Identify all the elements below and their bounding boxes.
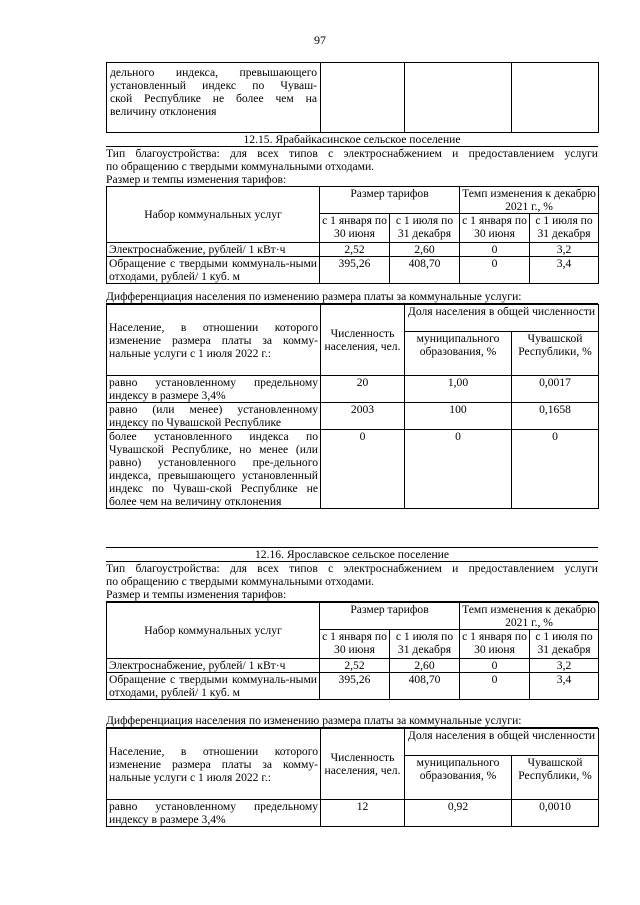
page-number: 97 — [314, 33, 326, 47]
col-services: Набор коммунальных услуг — [107, 187, 320, 243]
period-header: с 1 января по 30 июня — [320, 630, 390, 659]
col-rate: Темп изменения к декабрю 2021 г., % — [460, 187, 599, 214]
table-row: равно (или менее) установленному индексу по Чувашской Республике 2003 100 0,1658 — [107, 403, 599, 430]
col-republic: Чувашской Республики, % — [512, 332, 599, 376]
section-type-line: по обращению с твердыми коммунальными отходами. — [106, 575, 375, 588]
rates-title: Размер и темпы изменения тарифов: — [106, 173, 598, 187]
table-row: Обращение с твердыми коммуналь-ными отходами, рублей/ 1 куб. м 395,26 408,70 0 3,4 — [107, 673, 599, 700]
section-title: 12.15. Ярабайкасинское сельское поселение — [106, 132, 598, 147]
diff-table — [106, 304, 599, 509]
diff-table — [106, 728, 599, 827]
service-name: Обращение с твердыми коммуналь-ными отходами, рублей/ 1 куб. м — [107, 257, 320, 284]
col-services: Набор коммунальных услуг — [107, 603, 320, 659]
tariff-table — [106, 186, 599, 284]
continued-cell: дельного индекса, превышающего установленный индекс по Чуваш- ской Республике не более чем на величину отклонения — [107, 63, 321, 133]
section-title: 12.16. Ярославское сельское поселение — [106, 547, 598, 562]
col-share: Доля населения в общей численности — [405, 729, 599, 756]
col-population: Население, в отношении которого изменение размера платы за комму-нальные услуги с 1 июля 2022 г.: — [107, 305, 321, 376]
table-row: равно установленному предельному индексу в размере 3,4% 12 0,92 0,0010 — [107, 800, 599, 827]
col-municipal: муниципального образования, % — [405, 756, 512, 800]
table-row: Обращение с твердыми коммуналь-ными отходами, рублей/ 1 куб. м 395,26 408,70 0 3,4 — [107, 257, 599, 284]
section-type-line: Тип благоустройства: для всех типов с электроснабжением и предоставлением услуги — [106, 562, 598, 575]
period-header: с 1 июля по 31 декабря — [530, 630, 599, 659]
period-header: с 1 января по 30 июня — [460, 214, 530, 243]
period-header: с 1 января по 30 июня — [460, 630, 530, 659]
table-row: Электроснабжение, рублей/ 1 кВт·ч 2,52 2,60 0 3,2 — [107, 243, 599, 257]
col-size: Размер тарифов — [320, 603, 460, 630]
section-type-line: Тип благоустройства: для всех типов с электроснабжением и предоставлением услуги — [106, 147, 598, 160]
diff-title: Дифференциация населения по изменению размера платы за коммунальные услуги: — [106, 714, 598, 728]
col-municipal: муниципального образования, % — [405, 332, 512, 376]
period-header: с 1 июля по 31 декабря — [390, 214, 460, 243]
col-rate: Темп изменения к декабрю 2021 г., % — [460, 603, 599, 630]
period-header: с 1 июля по 31 декабря — [390, 630, 460, 659]
service-name: Обращение с твердыми коммуналь-ными отходами, рублей/ 1 куб. м — [107, 673, 320, 700]
section-type-line: по обращению с твердыми коммунальными отходами. — [106, 160, 375, 173]
diff-title: Дифференциация населения по изменению размера платы за коммунальные услуги: — [106, 290, 598, 304]
table-row: более установленного индекса по Чувашской Республике, но менее (или равно) установленного пре-дельного индекса, превышающего установленный индекс по Чуваш-ской Республике не более чем на величину отклонения 0 0 0 — [107, 430, 599, 509]
service-name: Электроснабжение, рублей/ 1 кВт·ч — [107, 243, 320, 257]
col-republic: Чувашской Республики, % — [512, 756, 599, 800]
table-row: равно установленному предельному индексу в размере 3,4% 20 1,00 0,0017 — [107, 376, 599, 403]
col-number: Численность населения, чел. — [321, 305, 405, 376]
col-size: Размер тарифов — [320, 187, 460, 214]
col-number: Численность населения, чел. — [321, 729, 405, 800]
service-name: Электроснабжение, рублей/ 1 кВт·ч — [107, 659, 320, 673]
continued-table — [106, 62, 599, 133]
rates-title: Размер и темпы изменения тарифов: — [106, 588, 598, 602]
period-header: с 1 июля по 31 декабря — [530, 214, 599, 243]
tariff-table — [106, 602, 599, 700]
period-header: с 1 января по 30 июня — [320, 214, 390, 243]
table-row: Электроснабжение, рублей/ 1 кВт·ч 2,52 2,60 0 3,2 — [107, 659, 599, 673]
col-population: Население, в отношении которого изменение размера платы за комму-нальные услуги с 1 июля 2022 г.: — [107, 729, 321, 800]
col-share: Доля населения в общей численности — [405, 305, 599, 332]
